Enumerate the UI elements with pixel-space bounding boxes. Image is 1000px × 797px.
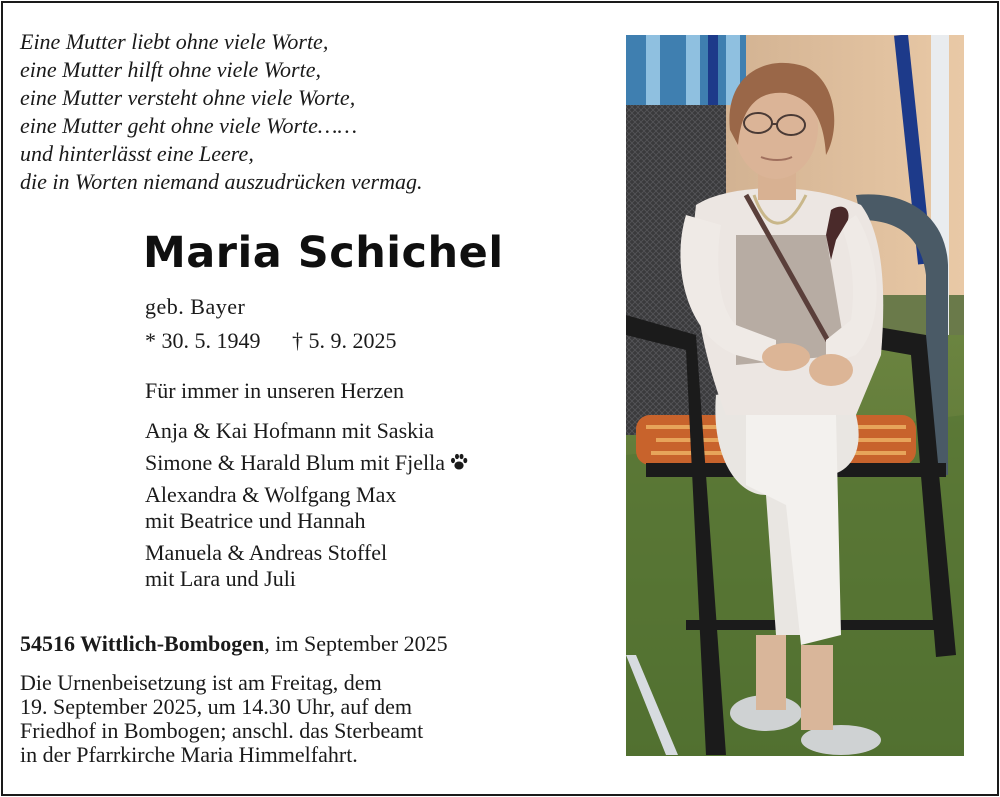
poem-line: Eine Mutter liebt ohne viele Worte, — [20, 29, 329, 54]
mourner-line: Anja & Kai Hofmann mit Saskia — [145, 418, 435, 443]
portrait-photo — [626, 35, 964, 756]
mourner-family — [145, 540, 387, 592]
mourner-line: Manuela & Andreas Stoffel — [145, 540, 388, 565]
mourner-family — [145, 450, 469, 478]
maiden-name: geb. Bayer — [145, 294, 246, 319]
poem — [20, 28, 422, 196]
mourner-line — [145, 450, 469, 478]
mourner-line-text: Simone & Harald Blum mit Fjella — [145, 450, 446, 475]
poem-line: und hinterlässt eine Leere, — [20, 141, 254, 166]
mourner-line: mit Beatrice und Hannah — [145, 508, 366, 533]
poem-line: eine Mutter hilft ohne viele Worte, — [20, 57, 321, 82]
place-and-date — [20, 631, 448, 657]
funeral-line: in der Pfarrkirche Maria Himmelfahrt. — [20, 742, 358, 767]
mourner-family — [145, 482, 396, 534]
funeral-notice — [20, 671, 423, 767]
mourner-family — [145, 418, 434, 444]
funeral-line: Die Urnenbeisetzung ist am Freitag, dem — [20, 670, 382, 695]
poem-line: eine Mutter versteht ohne viele Worte, — [20, 85, 356, 110]
life-dates — [145, 328, 397, 354]
funeral-line: 19. September 2025, um 14.30 Uhr, auf dem — [20, 694, 412, 719]
mourners-heading — [145, 378, 404, 404]
place-date: , im September 2025 — [264, 631, 448, 656]
paw-print-icon — [449, 452, 469, 478]
death-date: † 5. 9. 2025 — [292, 328, 397, 353]
mourner-line: Alexandra & Wolfgang Max — [145, 482, 397, 507]
poem-line: eine Mutter geht ohne viele Worte…… — [20, 113, 358, 138]
portrait-illustration — [626, 35, 964, 756]
birth-date: * 30. 5. 1949 — [145, 328, 261, 353]
poem-line: die in Worten niemand auszudrücken vermag. — [20, 169, 423, 194]
deceased-name: Maria Schichel — [143, 228, 504, 278]
funeral-line: Friedhof in Bombogen; anschl. das Sterbeamt — [20, 718, 424, 743]
town: 54516 Wittlich-Bombogen — [20, 631, 265, 656]
mourners-heading-text: Für immer in unseren Herzen — [145, 378, 405, 403]
mourner-line: mit Lara und Juli — [145, 566, 296, 591]
